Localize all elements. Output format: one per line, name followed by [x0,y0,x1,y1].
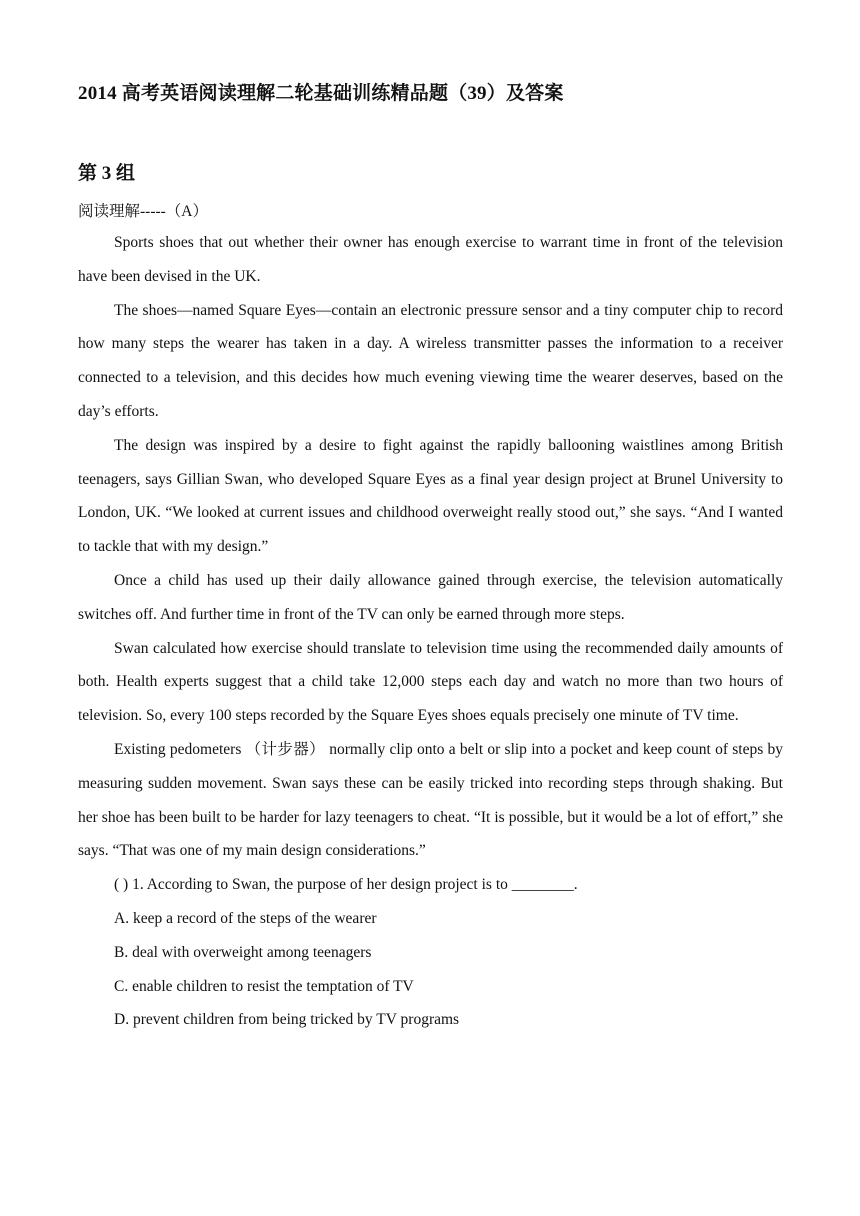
section-label: 阅读理解-----（A） [78,203,209,220]
passage-paragraph-1: Sports shoes that out whether their owner has enough exercise to warrant time in front of the television have been devised in the UK. [78,234,783,285]
option-d: D. prevent children from being tricked by TV programs [114,1011,460,1029]
passage-paragraph-4: Once a child has used up their daily allowance gained through exercise, the television automatically switches off. And further time in front of the TV can only be earned through more steps. [78,571,783,623]
option-c: C. enable children to resist the temptation of TV [114,977,414,995]
option-a: A. keep a record of the steps of the wearer [114,909,377,927]
passage-paragraph-2: The shoes—named Square Eyes—contain an electronic pressure sensor and a tiny computer chip to record how many steps the wearer has taken in a day. A wireless transmitter passes the information to a receiver connected to a television, and this decides how much evening viewing time the wearer deserves, based on the day’s efforts. [78,301,783,420]
passage-paragraph-6: Existing pedometers （计步器） normally clip onto a belt or slip into a pocket and keep count of steps by measuring sudden movement. Swan says these can be easily tricked into recording steps through shaking. But her shoe has been built to be harder for lazy teenagers to cheat. “It is possible, but it would be a lot of effort,” she says. “That was one of my main design considerations.” [78,740,783,860]
option-b: B. deal with overweight among teenagers [114,943,372,961]
group-heading: 第 3 组 [78,163,136,184]
passage-paragraph-3: The design was inspired by a desire to fight against the rapidly ballooning waistlines among British teenagers, says Gillian Swan, who developed Square Eyes as a final year design project at Brunel University to London, UK. “We looked at current issues and childhood overweight really stood out,” she says. “And I wanted to tackle that with my design.” [78,436,783,556]
reading-passage [78,226,783,1037]
passage-paragraph-5: Swan calculated how exercise should translate to television time using the recommended daily amounts of both. Health experts suggest that a child take 12,000 steps each day and watch no more than two hours of television. So, every 100 steps recorded by the Square Eyes shoes equals precisely one minute of TV time. [78,639,783,725]
document-title: 2014 高考英语阅读理解二轮基础训练精品题（39）及答案 [78,83,564,104]
question-1: ( ) 1. According to Swan, the purpose of her design project is to ________. [114,876,578,894]
